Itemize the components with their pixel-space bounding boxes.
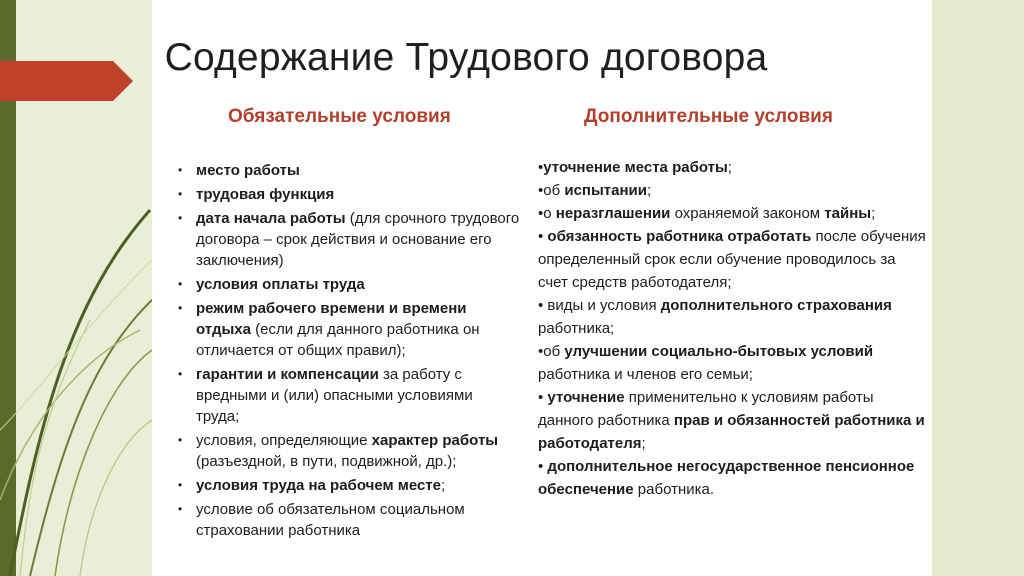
list-item [538,156,926,179]
text-run: условие об обязательном социальном страховании работника [196,501,465,539]
text-run: ; [871,205,876,222]
text-run: ; [441,477,446,494]
bold-text-run: испытании [564,182,647,199]
text-run: • виды и условия [538,297,661,314]
list-item [174,499,520,541]
right-background-panel [932,0,1024,576]
text-run: после обучения определенный срок если обучение проводилось за счет средств работодателя; [538,228,926,291]
list-item [174,364,520,427]
bold-text-run: уточнение места работы [543,159,728,176]
bold-text-run: уточнение [547,389,625,406]
bold-text-run: обязанность работника отработать [547,228,812,245]
bullet-icon: • [178,163,183,177]
text-run: условия, определяющие [196,432,372,449]
list-item [174,208,520,271]
list-item [538,455,926,501]
text-run: (для срочного трудового договора – срок действия и основание его заключения) [196,210,520,269]
bullet-icon: • [178,367,183,381]
list-item [174,475,520,496]
bold-text-run: дополнительное негосударственное пенсионное обеспечение [538,458,915,498]
list-item [538,179,926,202]
list-item [174,298,520,361]
text-run: работника; [538,320,615,337]
list-item [174,184,520,205]
list-item [538,294,926,340]
text-run: •об [538,343,565,360]
list-item [174,430,520,472]
list-item [174,160,520,181]
bullet-icon: • [178,433,183,447]
text-run: применительно к условиям работы данного работника [538,389,874,429]
bullet-icon: • [178,277,183,291]
bold-text-run: неразглашении [555,205,671,222]
text-run: •об [538,182,565,199]
additional-conditions-list [538,156,926,501]
bold-text-run: прав и обязанностей работника и работодателя [538,412,925,452]
right-column-heading: Дополнительные условия [584,106,833,127]
bullet-icon: • [178,502,183,516]
text-run: работника. [633,481,715,498]
bold-text-run: характер работы [371,432,499,449]
bold-text-run: трудовая функция [196,186,335,203]
bullet-icon: • [178,211,183,225]
mandatory-conditions-list [174,160,520,544]
bold-text-run: тайны [824,205,872,222]
text-run: работника и членов его семьи; [538,366,753,383]
bullet-icon: • [178,301,183,315]
bold-text-run: улучшении социально-бытовых условий [564,343,874,360]
bold-text-run: условия труда на рабочем месте [196,477,441,494]
bullet-icon: • [178,187,183,201]
text-run: • [538,389,548,406]
list-item [174,274,520,295]
bold-text-run: дополнительного страхования [660,297,892,314]
text-run: • [538,228,548,245]
text-run: ; [727,159,732,176]
list-item [538,340,926,386]
text-run: (если для данного работника он отличается от общих правил); [196,321,480,359]
bullet-icon: • [178,478,183,492]
list-item [538,202,926,225]
text-run: (разъездной, в пути, подвижной, др.); [196,453,457,470]
text-run: • [538,159,544,176]
bold-text-run: место работы [196,162,300,179]
list-item [538,225,926,294]
bold-text-run: дата начала работы [196,210,346,227]
bold-text-run: режим рабочего времени и времени отдыха [196,300,467,338]
list-item [538,386,926,455]
left-column-heading: Обязательные условия [228,106,451,127]
text-run: ; [646,182,652,199]
slide-title: Содержание Трудового договора [164,36,768,79]
bold-text-run: условия оплаты труда [196,276,365,293]
text-run: за работу с вредными и (или) опасными условиями труда; [196,366,473,425]
text-run: •о [538,205,556,222]
text-run: охраняемой законом [670,205,825,222]
bold-text-run: гарантии и компенсации [196,366,379,383]
text-run: • [538,458,548,475]
text-run: ; [641,435,646,452]
